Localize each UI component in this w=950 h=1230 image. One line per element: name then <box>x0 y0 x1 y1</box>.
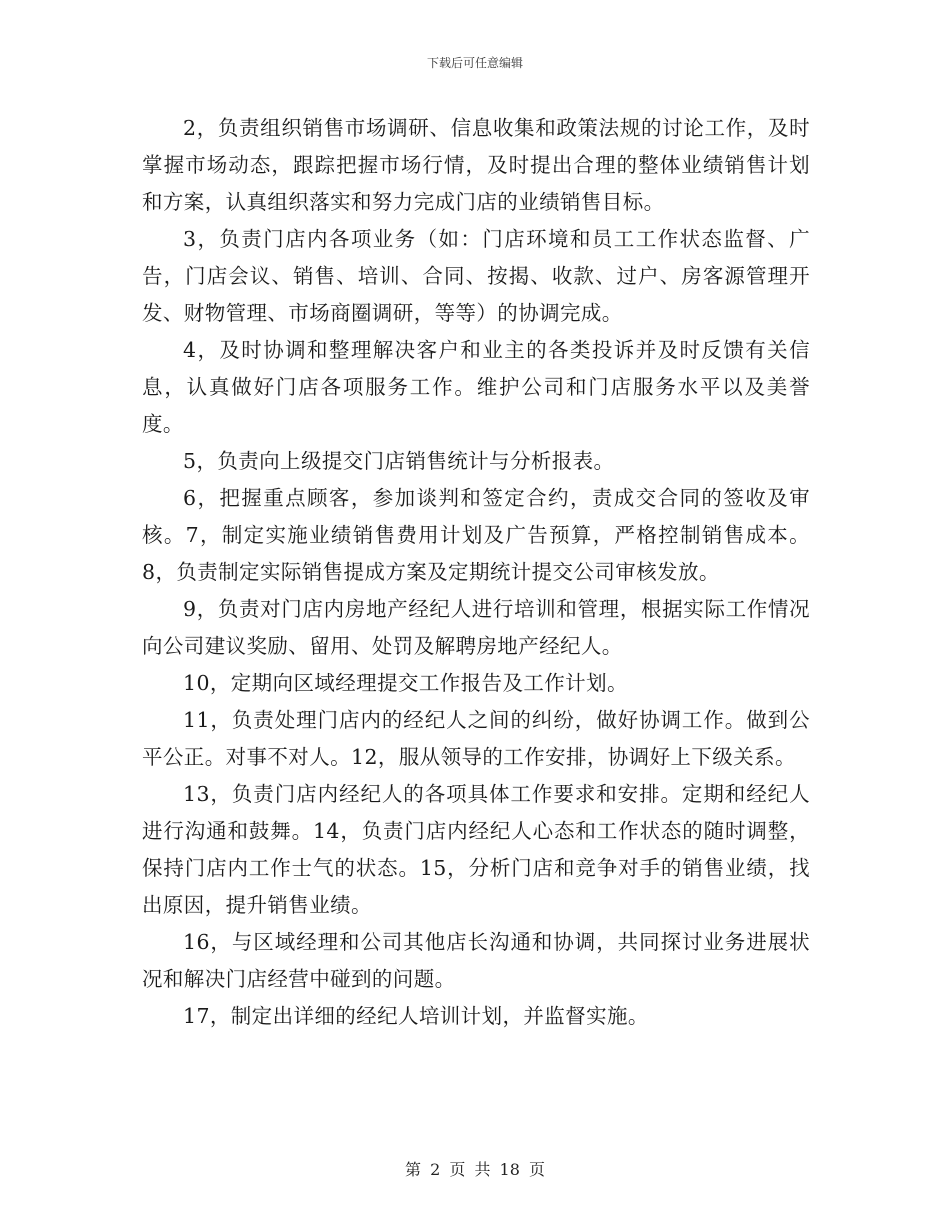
paragraph: 4，及时协调和整理解决客户和业主的各类投诉并及时反馈有关信息，认真做好门店各项服务工作。维护公司和门店服务水平以及美誉度。 <box>142 338 810 436</box>
page-number-footer: 第 2 页 共 18 页 <box>405 1160 545 1179</box>
paragraph: 3，负责门店内各项业务（如：门店环境和员工工作状态监督、广告，门店会议、销售、培训、合同、按揭、收款、过户、房客源管理开发、财物管理、市场商圈调研，等等）的协调完成。 <box>142 227 810 325</box>
paragraph: 9，负责对门店内房地产经纪人进行培训和管理，根据实际工作情况向公司建议奖励、留用、处罚及解聘房地产经纪人。 <box>142 597 810 658</box>
paragraph: 5，负责向上级提交门店销售统计与分析报表。 <box>183 449 615 473</box>
paragraph: 11，负责处理门店内的经纪人之间的纠纷，做好协调工作。做到公平公正。对事不对人。12，服从领导的工作安排，协调好上下级关系。 <box>142 708 810 769</box>
paragraph: 10，定期向区域经理提交工作报告及工作计划。 <box>183 671 628 695</box>
page-header-note: 下载后可任意编辑 <box>426 56 523 70</box>
paragraph: 17，制定出详细的经纪人培训计划，并监督实施。 <box>183 1004 649 1028</box>
paragraph: 16，与区域经理和公司其他店长沟通和协调，共同探讨业务进展状况和解决门店经营中碰到的问题。 <box>142 930 810 991</box>
document-body <box>142 110 810 1035</box>
paragraph: 13，负责门店内经纪人的各项具体工作要求和安排。定期和经纪人进行沟通和鼓舞。14，负责门店内经纪人心态和工作状态的随时调整，保持门店内工作士气的状态。15，分析门店和竞争对手的销售业绩，找出原因，提升销售业绩。 <box>142 782 810 917</box>
paragraph: 6，把握重点顾客，参加谈判和签定合约，责成交合同的签收及审核。7，制定实施业绩销售费用计划及广告预算，严格控制销售成本。8，负责制定实际销售提成方案及定期统计提交公司审核发放。 <box>142 486 810 584</box>
paragraph: 2，负责组织销售市场调研、信息收集和政策法规的讨论工作，及时掌握市场动态，跟踪把握市场行情，及时提出合理的整体业绩销售计划和方案，认真组织落实和努力完成门店的业绩销售目标。 <box>142 116 810 214</box>
